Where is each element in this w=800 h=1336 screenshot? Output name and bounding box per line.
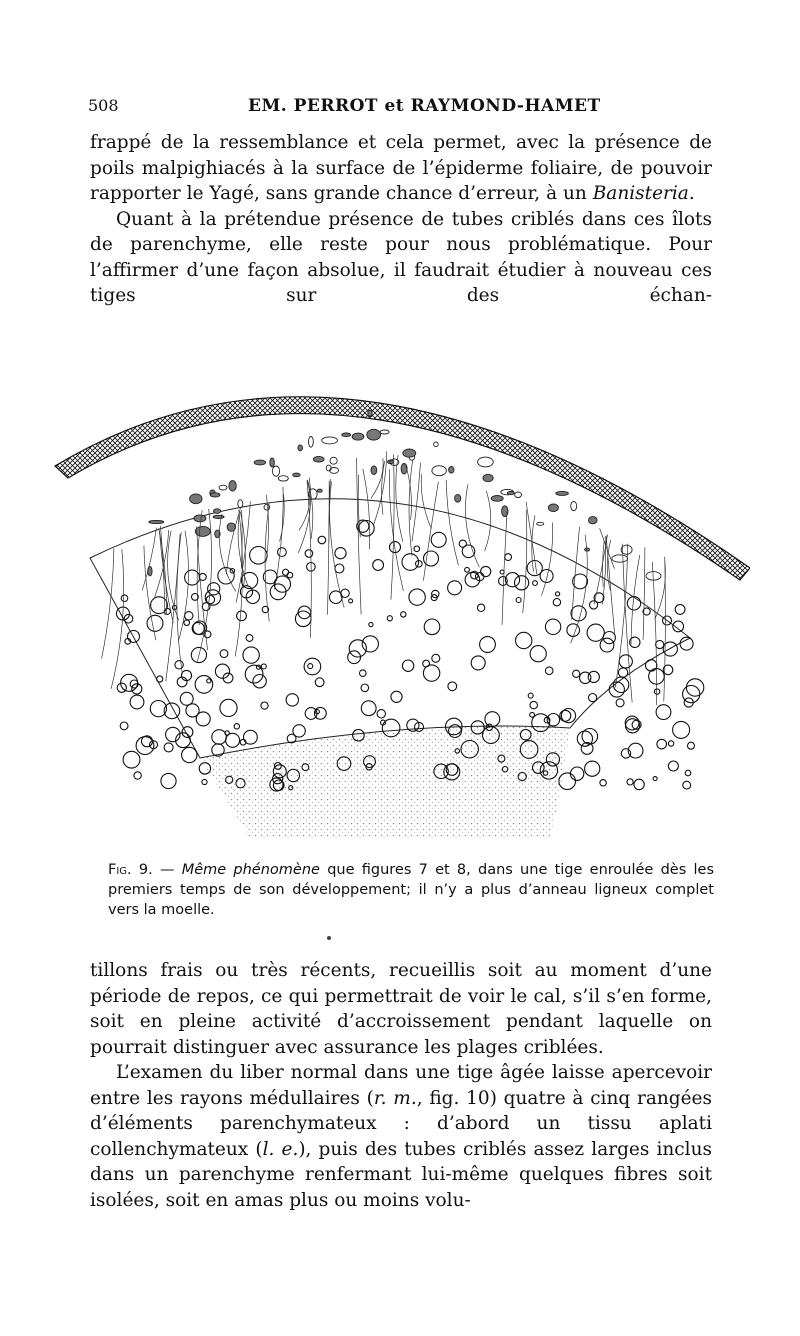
cell	[206, 596, 214, 604]
cell	[571, 606, 586, 621]
paragraph	[90, 130, 712, 207]
fiber-line	[446, 480, 458, 565]
cell	[134, 772, 141, 779]
cortex-cell	[483, 474, 493, 481]
cell	[545, 619, 560, 634]
cortex-cell	[293, 473, 301, 477]
cell	[175, 661, 183, 669]
cell	[618, 668, 627, 677]
cell	[685, 770, 691, 776]
cell	[465, 567, 470, 572]
cell	[600, 638, 614, 652]
fiber-line	[465, 484, 479, 567]
cell	[293, 725, 305, 737]
cell	[609, 682, 624, 697]
cell	[540, 570, 553, 583]
cell	[553, 599, 560, 606]
pith-region	[200, 726, 570, 838]
cell	[305, 708, 317, 720]
cell	[208, 583, 220, 595]
cell	[424, 619, 440, 635]
cortex-cell	[352, 433, 364, 440]
cell	[373, 560, 384, 571]
cortex-cell	[309, 437, 314, 448]
ink-dot	[327, 936, 331, 940]
fiber-line	[502, 512, 507, 625]
fiber-line	[485, 491, 491, 551]
abbrev-rm: r. m.	[373, 1087, 417, 1109]
cell	[335, 548, 346, 559]
cell	[657, 739, 667, 749]
cortex-cell	[478, 457, 494, 467]
cell	[121, 674, 138, 691]
cell	[391, 691, 402, 702]
cell	[585, 761, 600, 776]
cell	[349, 599, 353, 603]
cell	[432, 590, 439, 597]
cell	[234, 724, 239, 729]
cell	[432, 654, 440, 662]
fiber-line	[389, 469, 403, 590]
fiber-line	[178, 531, 188, 642]
cell	[675, 605, 685, 615]
cell	[414, 546, 420, 552]
caption-label: Fig. 9.	[108, 862, 153, 878]
cell	[533, 581, 538, 586]
fiber-line	[409, 460, 413, 556]
cell	[220, 650, 228, 658]
cell	[527, 561, 542, 576]
cell	[261, 664, 266, 669]
cortex-cell	[219, 485, 227, 490]
fiber-line	[655, 561, 666, 619]
fiber-line	[523, 510, 527, 613]
text-block-bottom	[90, 958, 712, 1213]
cell	[580, 672, 591, 683]
cell	[387, 616, 392, 621]
cell	[600, 780, 606, 786]
fiber-line	[328, 481, 330, 615]
cortex-cell	[368, 410, 372, 416]
cell	[195, 676, 213, 694]
cell	[656, 705, 671, 720]
cortex-cell	[515, 492, 522, 498]
cortex-cell	[270, 458, 275, 467]
cortex-cell	[322, 437, 338, 444]
cell	[121, 595, 128, 602]
cell	[634, 779, 644, 789]
cell	[530, 646, 546, 662]
cell	[182, 747, 197, 762]
cell	[147, 615, 163, 631]
cell	[581, 743, 593, 755]
cell	[500, 570, 504, 574]
cell	[278, 548, 287, 557]
cortex-cell	[238, 500, 243, 508]
cell	[202, 779, 207, 784]
cortex-cell	[401, 464, 407, 474]
cell	[505, 554, 512, 561]
cell	[184, 620, 190, 626]
cell	[250, 547, 268, 565]
cortex-cell	[254, 460, 266, 465]
cell	[653, 777, 657, 781]
cortex-cell	[367, 429, 381, 440]
cortex-cell	[432, 466, 446, 476]
paragraph	[90, 1060, 712, 1213]
cell	[124, 614, 133, 623]
cell	[471, 656, 485, 670]
cell	[157, 676, 163, 682]
fiber-line	[421, 474, 431, 529]
caption-dash: —	[152, 862, 182, 878]
abbrev-le: l. e.	[262, 1138, 299, 1160]
cell	[570, 767, 583, 780]
fiber-line	[391, 454, 394, 599]
cortex-cell	[213, 515, 224, 518]
cortex-cell	[342, 433, 351, 437]
cell	[377, 710, 385, 718]
cell	[686, 679, 703, 696]
cortex-cell	[210, 493, 220, 497]
cell	[186, 704, 199, 717]
paragraph: tillons frais ou très récents, recueillis soit au moment d’une période de repos, ce qui permettrait de voir le cal, s’il s’en forme, soit en pleine activité d’accroissement pendant laquelle on pourrait distinguer avec assurance les plages criblées.	[90, 960, 712, 1058]
cell	[448, 682, 457, 691]
paragraph: Quant à la prétendue présence de tubes criblés dans ces îlots de parenchyme, elle reste pour nous problématique. Pour l’affirmer d’une façon absolue, il faudrait étudier à nouveau ces tiges sur des échan-	[90, 208, 712, 306]
cortex-cell	[507, 492, 514, 495]
cell	[318, 536, 326, 544]
cell	[556, 592, 560, 596]
cell	[528, 693, 533, 698]
cortex-cell	[449, 466, 454, 473]
cell	[530, 701, 537, 708]
caption-text: que figures 7 et 8, dans une tige enroulée dès les premiers temps de son développement; il n’y a plus d’anneau ligneux complet vers la moelle.	[108, 862, 715, 918]
cell	[192, 622, 204, 634]
figure-caption	[108, 860, 714, 920]
stem-cross-section-figure	[50, 318, 750, 848]
cell	[359, 521, 375, 537]
cell	[207, 679, 211, 683]
cortex-cell	[491, 496, 503, 502]
cortex-cell	[455, 494, 461, 502]
caption-italic: Même phénomène	[181, 862, 320, 878]
fiber-line	[526, 502, 537, 574]
cortex-cell	[589, 517, 598, 524]
cell	[646, 660, 657, 671]
cortex-cell	[149, 521, 164, 524]
cell	[688, 742, 695, 749]
cell	[431, 532, 446, 547]
cortex-cell	[403, 449, 416, 457]
cell	[164, 743, 173, 752]
cortex-cell	[556, 491, 569, 495]
cell	[402, 660, 413, 671]
cortex-cell	[148, 567, 152, 576]
cell	[185, 612, 193, 620]
cell	[161, 773, 176, 788]
page-number: 508	[88, 96, 119, 115]
cell	[567, 624, 580, 637]
cell	[680, 637, 693, 650]
cortex-cell	[434, 442, 439, 447]
cell	[589, 694, 597, 702]
cell	[480, 637, 496, 653]
cell	[246, 635, 253, 642]
cell	[361, 701, 376, 716]
bark-layer	[55, 397, 750, 580]
cell	[283, 569, 289, 575]
cortex-cell	[612, 555, 628, 562]
medullary-rays	[102, 451, 666, 705]
cell	[603, 632, 615, 644]
genus-name: Banisteria.	[592, 183, 695, 204]
paragraph-text: frappé de la ressemblance et cela permet, avec la présence de poils malpighiacés à la surface de l’épiderme foliaire, de pouvoir rapporter le Yagé, sans grande chance d’erreur, à un	[90, 132, 712, 204]
cell	[477, 604, 484, 611]
cell	[335, 564, 344, 573]
cell	[481, 566, 491, 576]
cell	[369, 622, 373, 626]
paragraph-text: L’examen du liber normal dans une tige âgée laisse apercevoir entre les rayons médullaires (	[90, 1062, 712, 1109]
cortex-cell	[214, 509, 221, 514]
cell	[516, 598, 521, 603]
cell	[286, 694, 298, 706]
cell	[545, 667, 553, 675]
cell	[590, 601, 598, 609]
cell	[668, 741, 673, 746]
cortex-cell	[195, 526, 210, 536]
fiber-line	[643, 547, 645, 640]
cell	[573, 670, 580, 677]
cell	[627, 779, 633, 785]
cortex-cell	[190, 494, 202, 504]
cell	[619, 655, 632, 668]
paragraph-text: ), puis des tubes criblés assez larges inclus dans un parenchyme renfermant lui-même quelques fibres soit isolées, soit en amas plus ou moins volu-	[90, 1138, 712, 1211]
cell	[656, 640, 664, 648]
running-head: EM. PERROT et RAYMOND-HAMET	[248, 96, 601, 116]
cell	[448, 581, 462, 595]
fiber-line	[144, 545, 156, 640]
cell	[261, 702, 268, 709]
fiber-line	[363, 469, 370, 550]
cell	[515, 576, 529, 590]
text-block-top	[90, 130, 712, 309]
cell	[360, 670, 367, 677]
cortex-cell	[330, 457, 337, 464]
cell	[305, 550, 313, 558]
cell	[315, 678, 324, 687]
cortex-cell	[371, 466, 377, 475]
cell	[130, 695, 144, 709]
cell	[516, 632, 532, 648]
cortex-cell	[194, 515, 206, 522]
page-header	[88, 96, 712, 120]
cortex-cell	[229, 481, 236, 491]
cell	[220, 699, 237, 716]
paragraph-text: , fig. 10) quatre à cinq rangées d’éléments parenchymateux : d’abord un tissu aplati collenchymateux (	[90, 1087, 713, 1160]
cortex-cell	[537, 522, 544, 525]
cell	[218, 568, 234, 584]
cell	[530, 712, 535, 717]
cortex-cell	[272, 466, 279, 476]
cortex-cell	[317, 489, 322, 492]
cortex-cell	[548, 504, 558, 512]
cell	[180, 692, 193, 705]
cell	[212, 730, 227, 745]
cell	[120, 722, 128, 730]
cortex-cell	[298, 445, 303, 451]
cell	[215, 664, 229, 678]
cortex-cell	[571, 502, 577, 511]
cell	[616, 699, 624, 707]
cell	[401, 612, 406, 617]
cell	[683, 781, 691, 789]
cell	[361, 684, 369, 692]
cell	[298, 606, 311, 619]
cortex-cell	[313, 456, 324, 462]
fiber-line	[541, 523, 552, 596]
cell	[123, 751, 140, 768]
cell	[587, 624, 604, 641]
cell	[465, 572, 480, 587]
cell	[237, 611, 247, 621]
cell	[423, 660, 430, 667]
cell	[673, 721, 690, 738]
cell	[627, 597, 640, 610]
cell	[409, 589, 425, 605]
cell	[668, 761, 678, 771]
fiber-line	[102, 548, 114, 658]
cell	[308, 664, 313, 669]
cortex-cell	[380, 430, 389, 434]
fiber-line	[412, 463, 421, 542]
fiber-line	[177, 532, 183, 674]
cell	[654, 689, 659, 694]
cortex-cell	[278, 476, 288, 481]
cell	[243, 647, 259, 663]
